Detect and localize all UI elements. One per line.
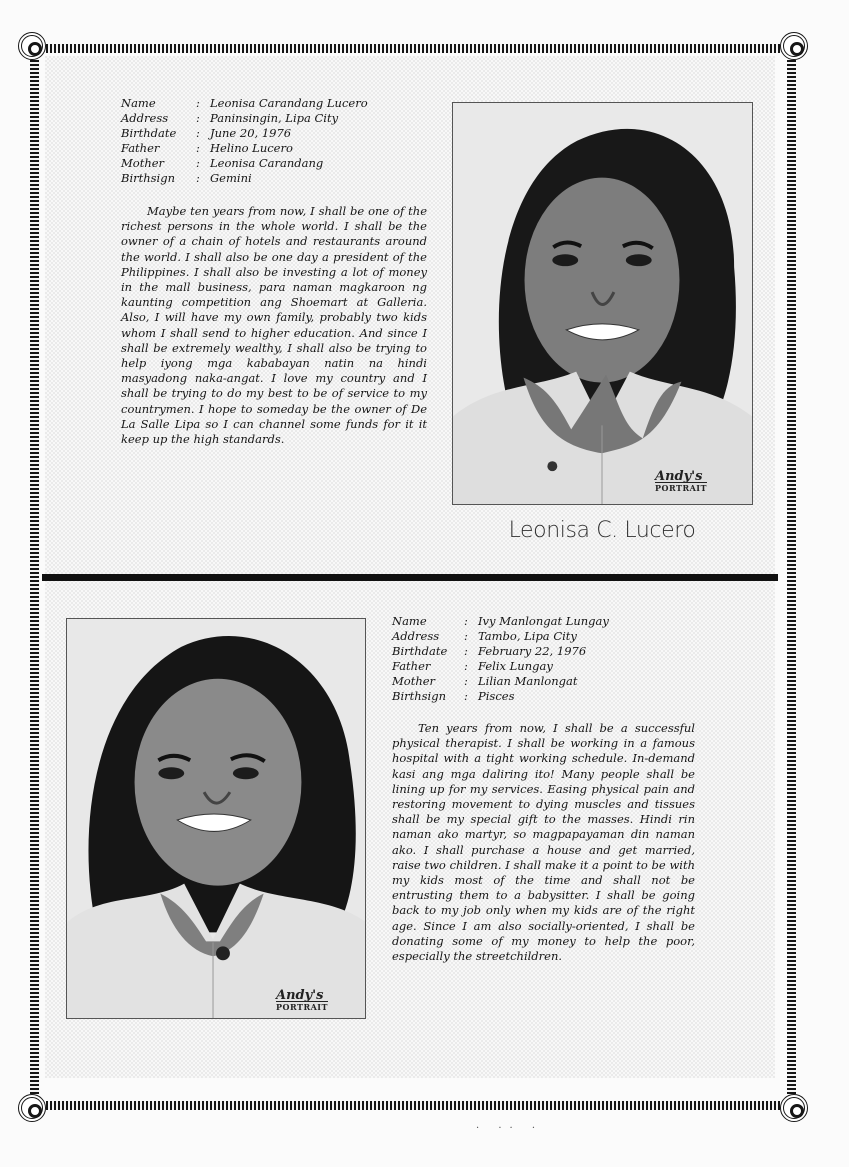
value-father: Helino Lucero	[210, 141, 293, 155]
portrait-image	[453, 103, 752, 504]
info-row-birthdate: Birthdate : February 22, 1976	[392, 644, 609, 659]
studio-stamp-sub: PORTRAIT	[655, 483, 707, 493]
value-name: Leonisa Carandang Lucero	[210, 96, 368, 110]
studio-stamp-1	[655, 465, 707, 493]
label-birthdate: Birthdate	[121, 126, 177, 140]
label-name: Name	[121, 96, 156, 110]
label-father: Father	[121, 141, 160, 155]
profile-1-info	[121, 96, 368, 186]
studio-stamp-script: Andy's	[655, 469, 703, 484]
profile-2-photo	[66, 618, 366, 1019]
info-row-name: Name : Leonisa Carandang Lucero	[121, 96, 368, 110]
rope-border-top	[46, 44, 780, 53]
info-row-address: Address : Tambo, Lipa City	[392, 629, 609, 644]
info-row-birthdate: Birthdate : June 20, 1976	[121, 126, 368, 141]
label-address: Address	[121, 111, 169, 125]
rope-border-left	[30, 60, 39, 1094]
profile-2-essay: Ten years from now, I shall be a successful physical therapist. I shall be working in a famous hospital with a tight working schedule. In-demand kasi ang mga daliring ito! Many people shall be lining up for my services. Easing physical pain and restoring movement to dying muscles and tissues shall be my special gift to the masses. Hindi rin naman ako martyr, so magpapayaman din naman ako. I shall purchase a house and get married, raise two children. I shall make it a point to be with my kids most of the time and shall not be entrusting them to a babysitter. I shall be going back to my job only when my kids are of the right age. Since I am also socially-oriented, I shall be donating some of my money to help the poor, especially the streetchildren.	[392, 721, 695, 964]
value-address: Tambo, Lipa City	[478, 629, 577, 643]
value-address: Paninsingin, Lipa City	[210, 111, 339, 125]
info-row-name: Name : Ivy Manlongat Lungay	[392, 614, 609, 628]
studio-stamp-sub: PORTRAIT	[276, 1002, 328, 1012]
info-row-mother: Mother : Lilian Manlongat	[392, 674, 609, 689]
label-birthsign: Birthsign	[392, 689, 447, 703]
portrait-image	[67, 619, 365, 1018]
profile-2-info	[392, 614, 609, 704]
value-mother: Leonisa Carandang	[210, 156, 324, 170]
value-birthsign: Gemini	[210, 171, 252, 185]
studio-stamp-script: Andy's	[276, 988, 324, 1003]
profile-1-essay: Maybe ten years from now, I shall be one of the richest persons in the whole world. I shall be the owner of a chain of hotels and restaurants around the world. I shall also be one day a president of the Philippines. I shall also be investing a lot of money in the mall business, para naman magkaroon ng kaunting competition ang Shoemart at Galleria. Also, I will have my own family, probably two kids whom I shall send to higher education. And since I shall be extremely wealthy, I shall also be trying to help iyong mga kababayan natin na hindi masyadong naka-angat. I love my country and I shall be trying to do my best to be of service to my countrymen. I hope to someday be the owner of De La Salle Lipa so I can channel some funds for it it keep up the high standards.	[121, 204, 427, 447]
value-mother: Lilian Manlongat	[478, 674, 578, 688]
value-name: Ivy Manlongat Lungay	[478, 614, 609, 628]
info-row-father: Father : Helino Lucero	[121, 141, 368, 156]
rope-knot-top-left-icon	[18, 32, 46, 60]
label-father: Father	[392, 659, 431, 673]
label-mother: Mother	[392, 674, 436, 688]
label-birthsign: Birthsign	[121, 171, 176, 185]
scan-specks: · ·· ·	[476, 1123, 544, 1134]
info-row-birthsign: Birthsign : Pisces	[392, 689, 609, 704]
value-birthsign: Pisces	[478, 689, 515, 703]
value-birthdate: June 20, 1976	[210, 126, 292, 140]
profile-1-photo	[452, 102, 753, 505]
rope-knot-bottom-left-icon	[18, 1094, 46, 1122]
rope-knot-top-right-icon	[780, 32, 808, 60]
rope-border-right	[787, 60, 796, 1094]
rope-border-bottom	[46, 1101, 780, 1110]
portrait-caption: Leonisa C. Lucero	[508, 518, 696, 543]
value-father: Felix Lungay	[478, 659, 553, 673]
info-row-father: Father : Felix Lungay	[392, 659, 609, 674]
label-name: Name	[392, 614, 427, 628]
label-mother: Mother	[121, 156, 165, 170]
value-birthdate: February 22, 1976	[478, 644, 587, 658]
info-row-mother: Mother : Leonisa Carandang	[121, 156, 368, 171]
label-birthdate: Birthdate	[392, 644, 448, 658]
info-row-birthsign: Birthsign : Gemini	[121, 171, 368, 186]
label-address: Address	[392, 629, 440, 643]
section-divider	[42, 574, 778, 581]
info-row-address: Address : Paninsingin, Lipa City	[121, 111, 368, 126]
rope-knot-bottom-right-icon	[780, 1094, 808, 1122]
studio-stamp-2	[276, 984, 328, 1012]
